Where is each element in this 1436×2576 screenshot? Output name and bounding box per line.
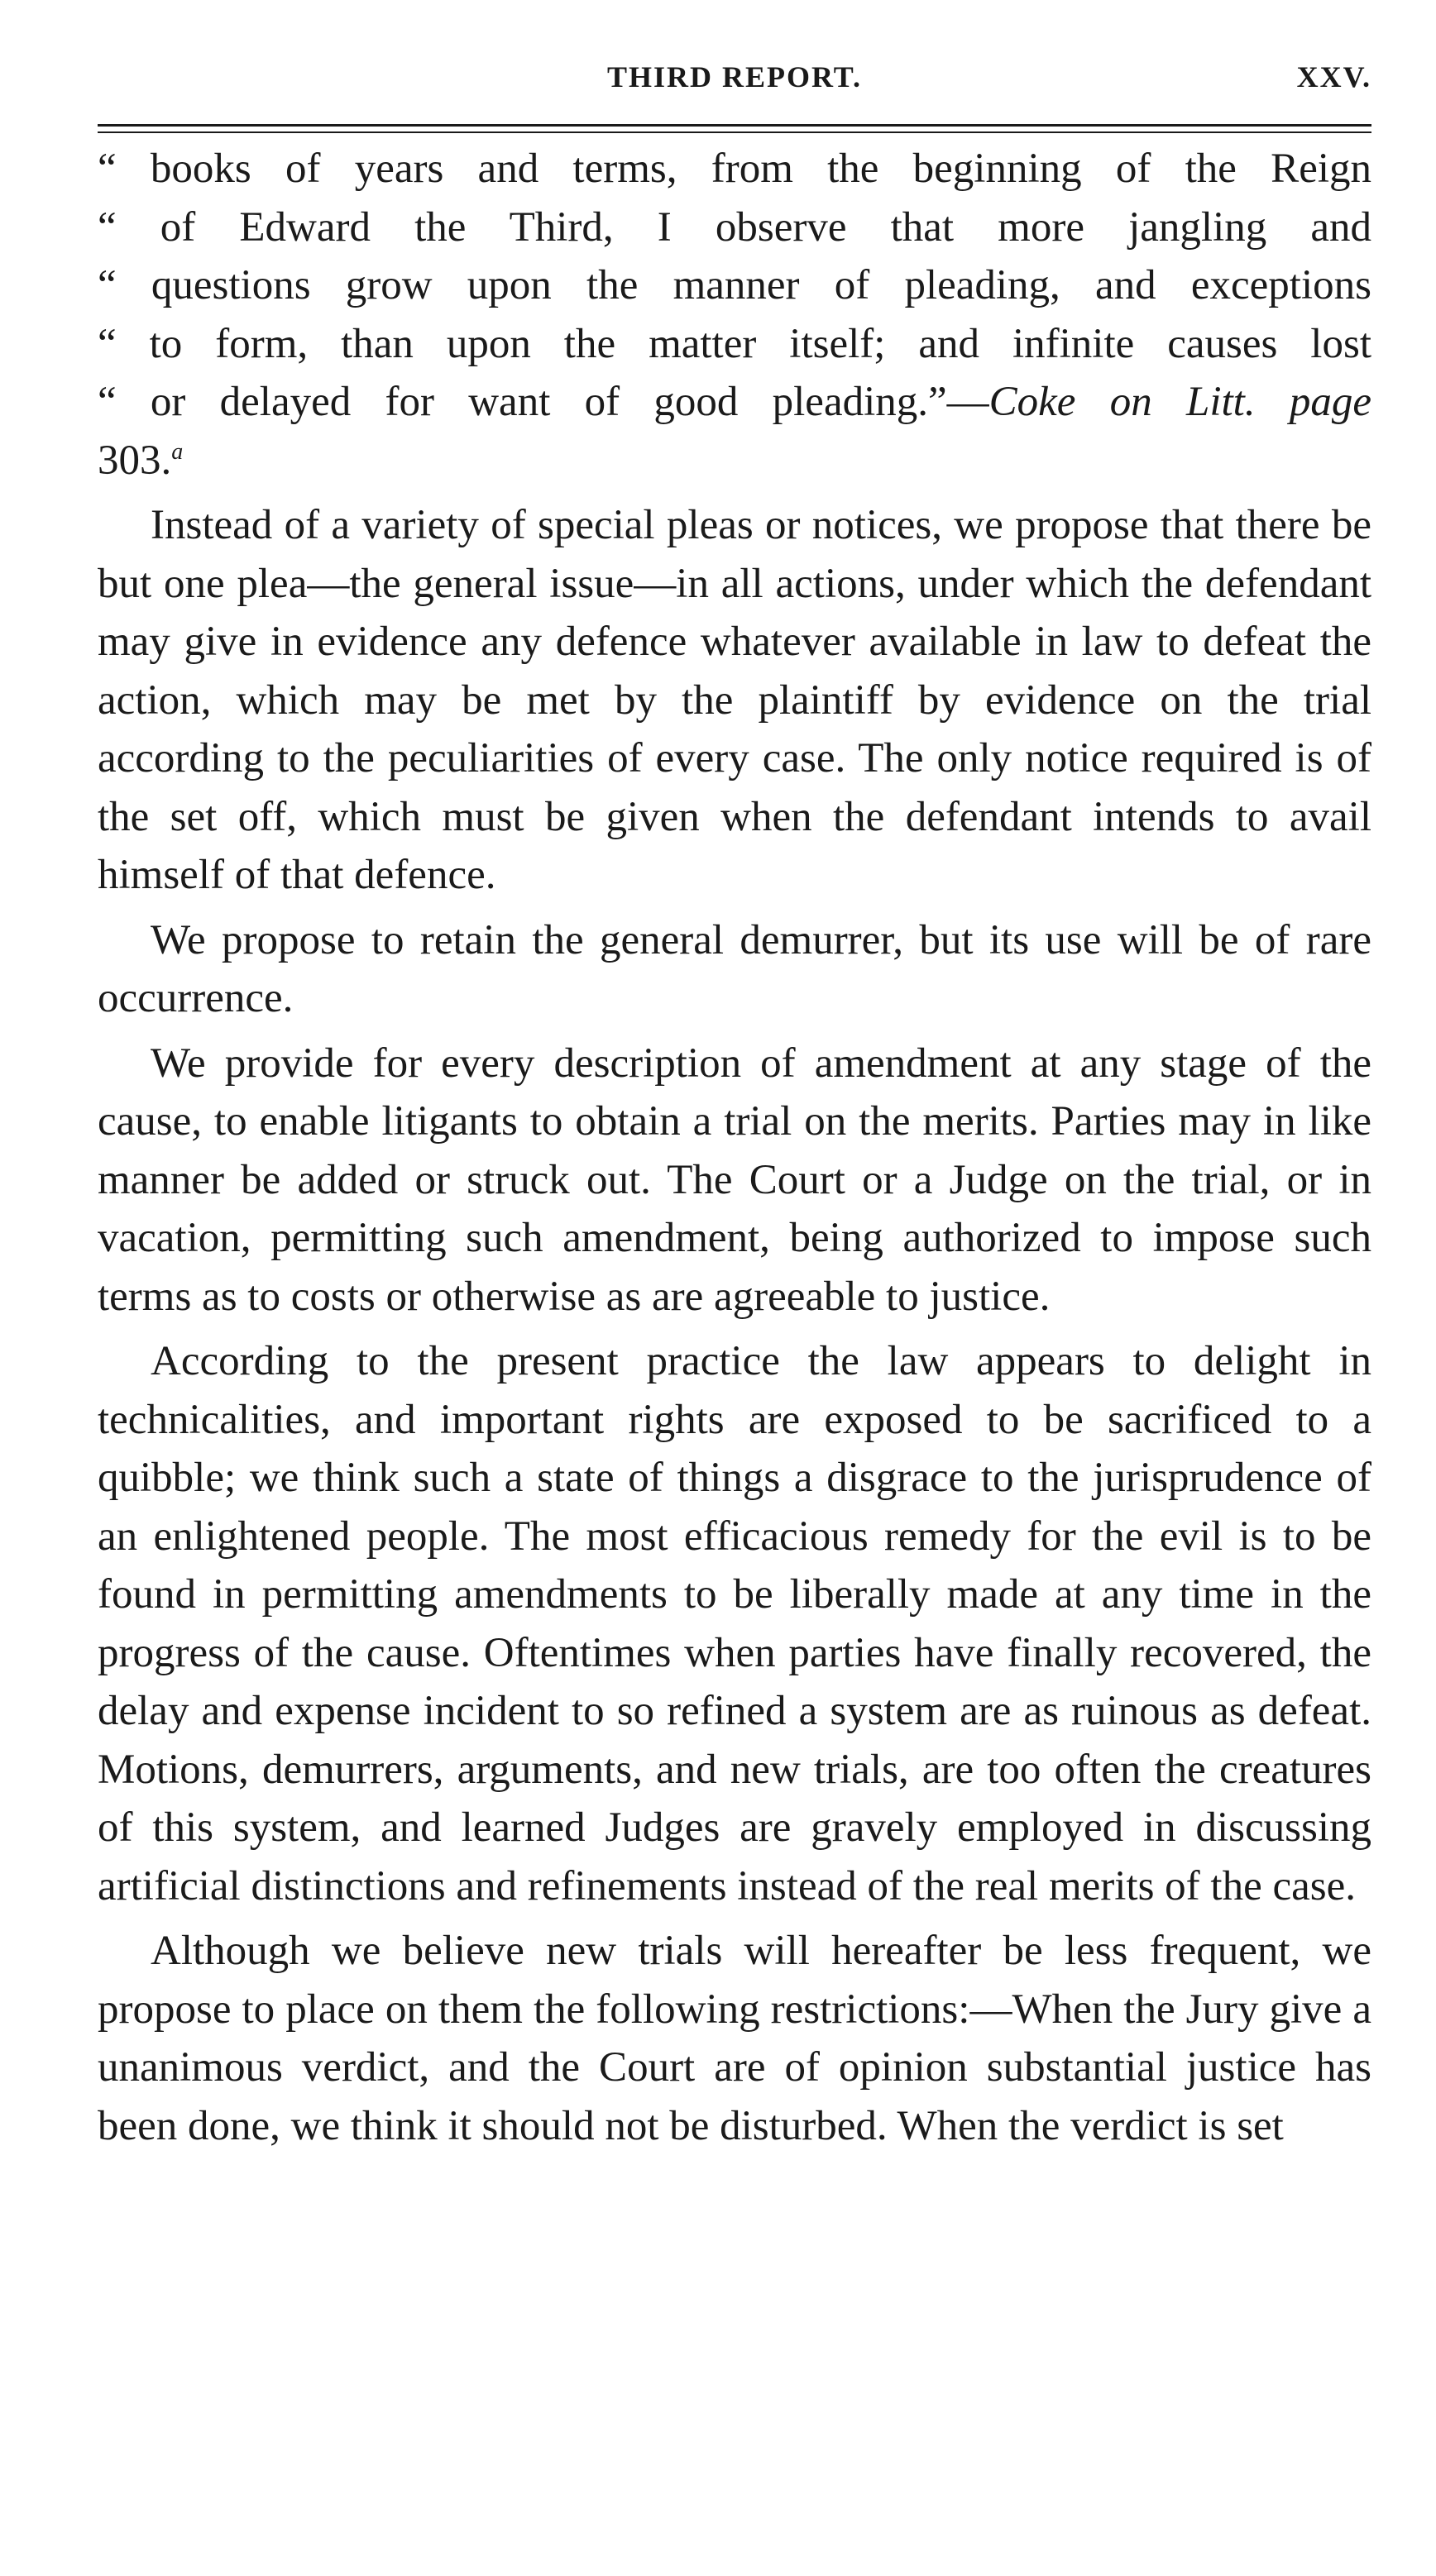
header-rule [98, 124, 1371, 133]
paragraph: We provide for every description of amendment at any stage of the cause, to enable litigants to obtain a trial on the merits. Parties may in like manner be added or struck out. The Court or a Judge on the trial, or in vacation, permitting such amendment, being authorized to impose such terms as to costs or otherwise as are agreeable to justice. [98, 1039, 1371, 1320]
paragraph: Instead of a variety of special pleas or notices, we propose that there be but one plea—the general issue—in all actions, under which the defendant may give in evidence any defence whatever available in law to defeat the action, which may be met by the plaintiff by evidence on the trial according to the peculiarities of every case. The only notice required is of the set off, which must be given when the defendant intends to avail himself of that defence. [98, 502, 1371, 898]
quote-line: “ questions grow upon the manner of pleading, and exceptions [98, 262, 1371, 308]
citation-page: 303. [98, 437, 172, 484]
quote-line: “ or delayed for want of good pleading.”— [98, 379, 989, 425]
quote-line: “ books of years and terms, from the beginning of the Reign [98, 146, 1371, 192]
paragraph: Although we believe new trials will hereafter be less frequent, we propose to place on them the following restrictions:—When the Jury give a unanimous verdict, and the Court are of opinion substantial justice has been done, we think it should not be disturbed. When the verdict is set [98, 1928, 1371, 2149]
quote-line: “ of Edward the Third, I observe that more jangling and [98, 203, 1371, 251]
quoted-passage [98, 140, 1371, 490]
citation: Coke on Litt. page [988, 379, 1371, 425]
quote-line-with-citation [98, 373, 1371, 432]
paragraph: We propose to retain the general demurrer, but its use will be of rare occurrence. [98, 916, 1371, 1021]
quote-line: “ to form, than upon the matter itself; and infinite causes lost [98, 320, 1371, 367]
running-header [98, 48, 1371, 98]
running-title: THIRD REPORT. [606, 60, 863, 93]
citation-end [98, 432, 1371, 490]
document-page [98, 48, 1371, 2162]
paragraph: According to the present practice the law appears to delight in technicalities, and important rights are exposed to be sacrificed to a quibble; we think such a state of things a disgrace to the jurisprudence of an enlightened people. The most efficacious remedy for the evil is to be found in permitting amendments to be liberally made at any time in the progress of the cause. Oftentimes when parties have finally recovered, the delay and expense incident to so refined a system are as ruinous as defeat. Motions, demurrers, arguments, and new trials, are too often the creatures of this system, and learned Judges are gravely employed in discussing artificial distinctions and refinements instead of the real merits of the case. [98, 1338, 1371, 1909]
body-text [98, 140, 1371, 2155]
footnote-mark: a [171, 438, 184, 465]
page-number: XXV. [1296, 60, 1371, 93]
